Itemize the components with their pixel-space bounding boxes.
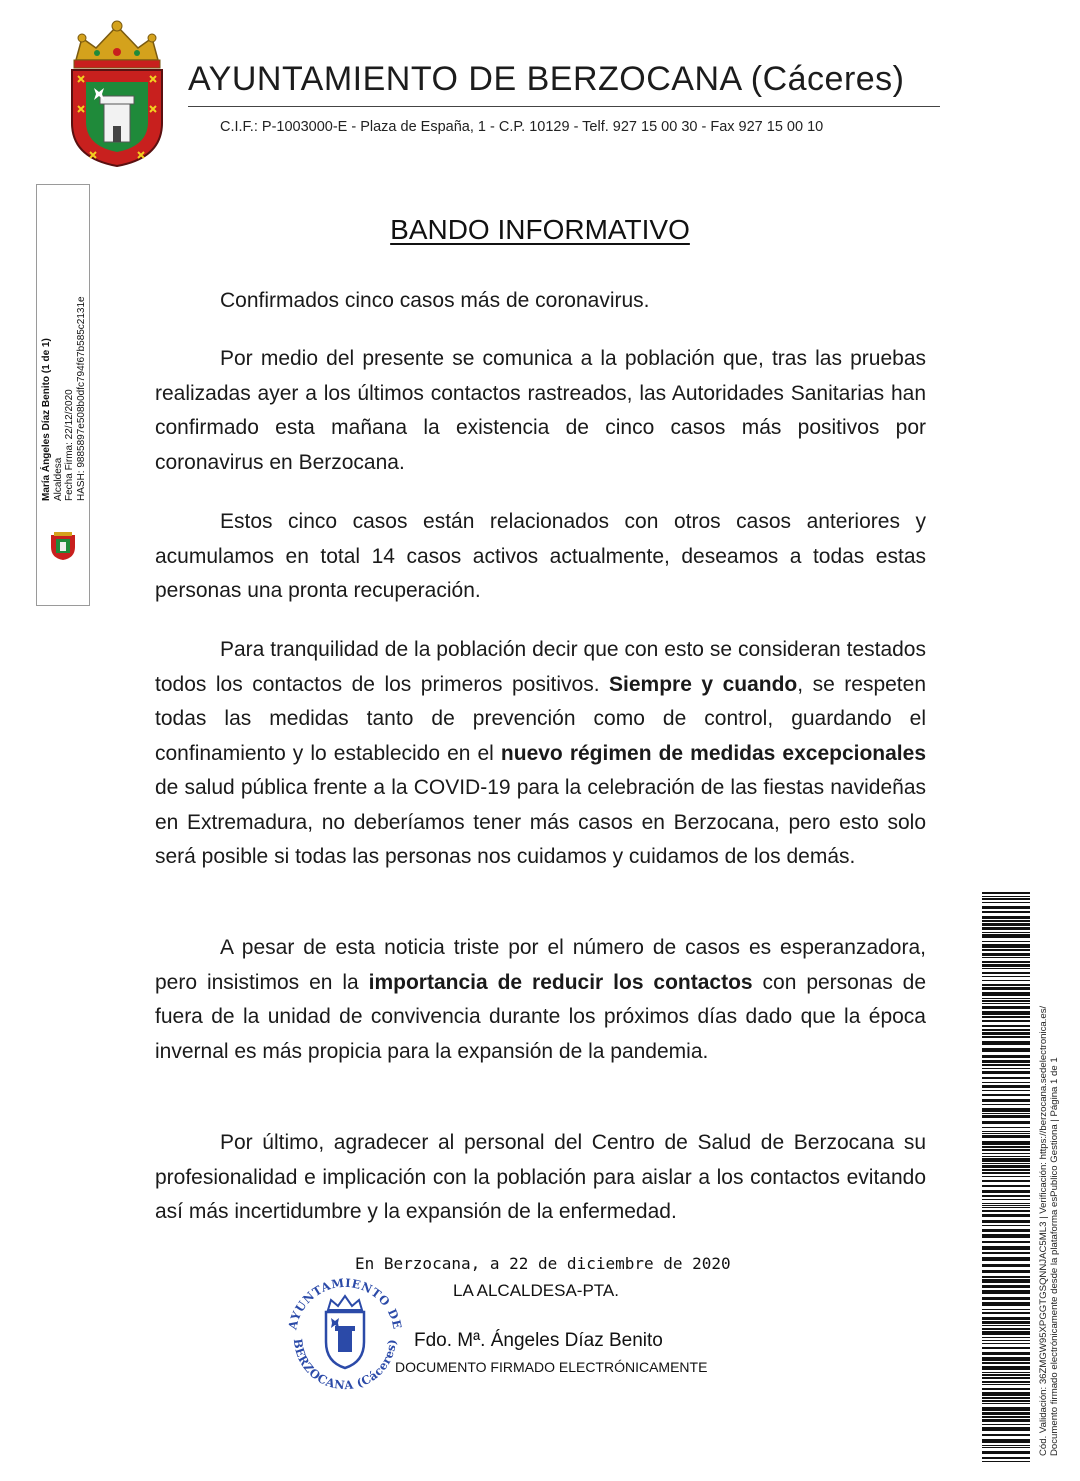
barcode-bar (982, 1165, 1030, 1168)
barcode-bar (982, 892, 1030, 894)
barcode-bar (982, 1225, 1030, 1226)
barcode-bar (982, 944, 1030, 948)
barcode-bar (982, 1400, 1030, 1402)
barcode-bar (982, 902, 1030, 903)
barcode-bar (982, 1384, 1030, 1385)
barcode-bar (982, 1099, 1030, 1102)
barcode-bar (982, 1407, 1030, 1411)
barcode-bar (982, 1290, 1030, 1294)
barcode-bar (982, 1020, 1030, 1022)
barcode-bar (982, 1115, 1030, 1118)
barcode-bar (982, 1241, 1030, 1243)
barcode-bar (982, 1447, 1030, 1448)
barcode-bar (982, 1264, 1030, 1267)
barcode-bar (982, 1172, 1030, 1174)
barcode-bar (982, 972, 1030, 974)
barcode-bar (982, 1055, 1030, 1058)
barcode-bar (982, 1003, 1030, 1004)
barcode-bar (982, 992, 1030, 996)
barcode-bar (982, 911, 1030, 913)
barcode-bar (982, 984, 1030, 986)
barcode-bar (982, 1276, 1030, 1278)
barcode-bar (982, 1388, 1030, 1390)
verification-code-line: Cód. Validación: 36ZMGW95XPGGTGSQNNJAC5ML3 | Verificación: https://berzocana.sedelectronica.es/ (1038, 1005, 1049, 1456)
barcode-bar (982, 1427, 1030, 1431)
seal-top-text: AYUNTAMIENTO DE (285, 1275, 405, 1331)
barcode-bar (982, 1195, 1030, 1197)
electronic-signature-note: DOCUMENTO FIRMADO ELECTRÓNICAMENTE (395, 1359, 708, 1375)
barcode-bar (982, 1285, 1030, 1288)
barcode-bar (982, 1234, 1030, 1238)
barcode-bar (982, 1445, 1030, 1446)
barcode-bar (982, 1016, 1030, 1018)
barcode-bar (982, 1424, 1030, 1425)
verification-platform-line: Documento firmado electrónicamente desde la plataforma esPublico Gestiona | Página 1 de 1 (1049, 1057, 1060, 1456)
barcode-bar (982, 1127, 1030, 1128)
document-title: BANDO INFORMATIVO (390, 214, 690, 245)
barcode-bar (982, 1246, 1030, 1250)
barcode-bar (982, 1068, 1030, 1069)
barcode-bar (982, 1220, 1030, 1223)
organization-title: AYUNTAMIENTO DE BERZOCANA (Cáceres) (188, 60, 905, 98)
crown-icon (74, 21, 160, 68)
barcode-bar (982, 1340, 1030, 1341)
paragraph-6: Por último, agradecer al personal del Centro de Salud de Berzocana su profesionalidad e implicación con la población para aislar a los contactos evitando así más incertidumbre y la expansión de la enfermedad. (155, 1131, 926, 1223)
barcode-bar (982, 1090, 1030, 1091)
barcode-bar (982, 1000, 1030, 1002)
barcode-bar (982, 987, 1030, 990)
barcode-bar (982, 896, 1030, 897)
barcode-bar (982, 1357, 1030, 1361)
signature-date: Fecha Firma: 22/12/2020 (64, 389, 75, 501)
barcode-bar (982, 1229, 1030, 1232)
barcode-bar (982, 1169, 1030, 1171)
barcode-bar (982, 1325, 1030, 1326)
barcode-bar (982, 1141, 1030, 1145)
barcode-bar (982, 964, 1030, 967)
barcode-bar (982, 916, 1030, 919)
barcode-bar (982, 1374, 1030, 1376)
barcode-bar (982, 1416, 1030, 1418)
signer-name: María Ángeles Díaz Benito (1 de 1) (41, 338, 52, 501)
barcode-bar (982, 1377, 1030, 1379)
barcode-bar (982, 1434, 1030, 1436)
barcode-bar (982, 1317, 1030, 1320)
barcode-bar (982, 1094, 1030, 1096)
signature-strip-text (41, 81, 93, 501)
emphasis-reducir-contactos: importancia de reducir los contactos (368, 970, 753, 994)
barcode-bar (982, 1457, 1030, 1459)
barcode-bar (982, 1185, 1030, 1187)
barcode-bar (982, 1397, 1030, 1399)
barcode-bar (982, 898, 1030, 900)
barcode-bar (982, 1210, 1030, 1212)
barcode-bar (982, 1025, 1030, 1027)
barcode-bar (982, 1352, 1030, 1355)
barcode-bar (982, 1104, 1030, 1105)
barcode-bar (982, 1149, 1030, 1151)
barcode-bar (982, 980, 1030, 981)
barcode-bar (982, 1121, 1030, 1124)
signature-hash: HASH: 9885897e508b0dfc794f67b585c2131e (75, 296, 87, 501)
barcode-bar (982, 1036, 1030, 1038)
barcode-bar (982, 1214, 1030, 1217)
barcode-bar (982, 1328, 1030, 1330)
barcode-bar (982, 1032, 1030, 1035)
barcode-bar (982, 957, 1030, 958)
official-seal-stamp (282, 1268, 408, 1400)
barcode-bar (982, 1199, 1030, 1200)
emphasis-nuevo-regimen: nuevo régimen de medidas excepcionales (500, 741, 926, 765)
barcode-bar (982, 1252, 1030, 1254)
barcode-bar (982, 934, 1030, 938)
barcode-bar (982, 1412, 1030, 1415)
barcode-bar (982, 1309, 1030, 1310)
svg-text:AYUNTAMIENTO DE (285, 1276, 404, 1332)
barcode-bar (982, 1048, 1030, 1052)
barcode-bar (982, 1205, 1030, 1206)
barcode-bar (982, 1461, 1030, 1462)
barcode-bar (982, 1006, 1030, 1009)
header-divider (188, 106, 940, 107)
barcode-bar (982, 1029, 1030, 1031)
barcode-bar (982, 1207, 1030, 1208)
barcode-bar (982, 1337, 1030, 1338)
barcode-bar (982, 1257, 1030, 1261)
paragraph-4: Para tranquilidad de la población decir que con esto se consideran testados todos los contactos de los primeros positivos. Siempre y cuando, se respeten todas las medidas tanto de prevención como de control, guardando el confinamiento y lo establecido en el nuevo régimen de medidas excepcionales de salud pública frente a la COVID-19 para la celebración de las fiestas navideñas en Extremadura, no deberíamos tener más casos en Berzocana, pero esto solo será posible si todas las personas nos cuidamos y cuidamos de los demás. (155, 638, 927, 868)
barcode-bar (982, 1108, 1030, 1112)
barcode-bar (982, 1133, 1030, 1134)
paragraph-3: Estos cinco casos están relacionados con otros casos anteriores y acumulamos en total 14 casos activos actualmente, deseamos a todas estas personas una pronta recuperación. (155, 510, 926, 602)
emphasis-siempre: Siempre y cuando (609, 672, 798, 696)
barcode-bar (982, 1077, 1030, 1079)
barcode-bar (982, 906, 1030, 909)
barcode-bar (982, 941, 1030, 942)
barcode-bar (982, 1403, 1030, 1404)
electronic-signature-strip (36, 184, 90, 606)
barcode-bar (982, 1439, 1030, 1443)
barcode-bar (982, 1347, 1030, 1349)
signer-full-name: Fdo. Mª. Ángeles Díaz Benito (414, 1330, 663, 1351)
barcode-bar (982, 927, 1030, 930)
barcode-bar (982, 1279, 1030, 1283)
signer-role: Alcaldesa (52, 457, 64, 501)
barcode-bar (982, 923, 1030, 926)
barcode-bar (982, 1372, 1030, 1373)
barcode-bar (982, 998, 1030, 999)
signature-place-date: En Berzocana, a 22 de diciembre de 2020 (355, 1254, 731, 1273)
barcode-bar (982, 976, 1030, 977)
barcode-bar (982, 1190, 1030, 1193)
barcode-bar (982, 1302, 1030, 1306)
paragraph-5: A pesar de esta noticia triste por el número de casos es esperanzadora, pero insistimos en la importancia de reducir los contactos con personas de fuera de la unidad de convivencia durante los próximos días dado que la época invernal es más propicia para la expansión de la pandemia. (155, 936, 926, 1063)
barcode-bar (982, 1419, 1030, 1422)
barcode-bar (982, 1064, 1030, 1066)
barcode-bar (982, 1203, 1030, 1204)
barcode-bar (982, 932, 1030, 933)
barcode-bar (982, 1071, 1030, 1074)
barcode-bar (982, 1082, 1030, 1083)
barcode-bar (982, 1085, 1030, 1088)
barcode-bar (982, 1060, 1030, 1063)
paragraph-1: Confirmados cinco casos más de coronavirus. (220, 289, 650, 312)
barcode-bar (982, 1366, 1030, 1370)
barcode-bar (982, 1297, 1030, 1300)
barcode-bar (982, 1011, 1030, 1015)
barcode-bar (982, 1113, 1030, 1114)
barcode-bar (982, 1312, 1030, 1314)
barcode-bar (982, 1451, 1030, 1454)
barcode-bar (982, 1158, 1030, 1162)
barcode-bar (982, 920, 1030, 922)
barcode-bar (982, 953, 1030, 956)
barcode-bar (982, 949, 1030, 951)
barcode-bar (982, 1180, 1030, 1182)
barcode-bar (982, 1343, 1030, 1344)
organization-contact-line: C.I.F.: P-1003000-E - Plaza de España, 1 - C.P. 10129 - Telf. 927 15 00 30 - Fax 927 15 00 10 (220, 119, 824, 135)
barcode-bar (982, 1041, 1030, 1045)
barcode-bar (982, 1392, 1030, 1396)
barcode-bar (982, 1146, 1030, 1148)
barcode-bar (982, 1163, 1030, 1164)
barcode-bar (982, 1156, 1030, 1157)
signature-role: LA ALCALDESA-PTA. (453, 1281, 619, 1300)
barcode-bar (982, 961, 1030, 963)
barcode-bar (982, 1131, 1030, 1132)
seal-bottom-text: BERZOCANA (Cáceres) (290, 1337, 400, 1393)
barcode-bar (982, 1176, 1030, 1177)
barcode-bar (982, 1381, 1030, 1383)
barcode-bar (982, 1362, 1030, 1364)
verification-barcode (982, 892, 1030, 1462)
barcode-bar (982, 1321, 1030, 1324)
barcode-bar (982, 1153, 1030, 1154)
barcode-bar (982, 1331, 1030, 1335)
barcode-bar (982, 968, 1030, 969)
small-coat-of-arms-icon (45, 531, 81, 561)
barcode-bar (982, 1270, 1030, 1273)
paragraph-2: Por medio del presente se comunica a la población que, tras las pruebas realizadas ayer a los últimos contactos rastreados, las Autoridades Sanitarias han confirmado esta mañana la existencia de cinco casos más positivos por coronavirus en Berzocana. (155, 347, 926, 474)
verification-text (1038, 896, 1068, 1456)
barcode-bar (982, 1135, 1030, 1138)
